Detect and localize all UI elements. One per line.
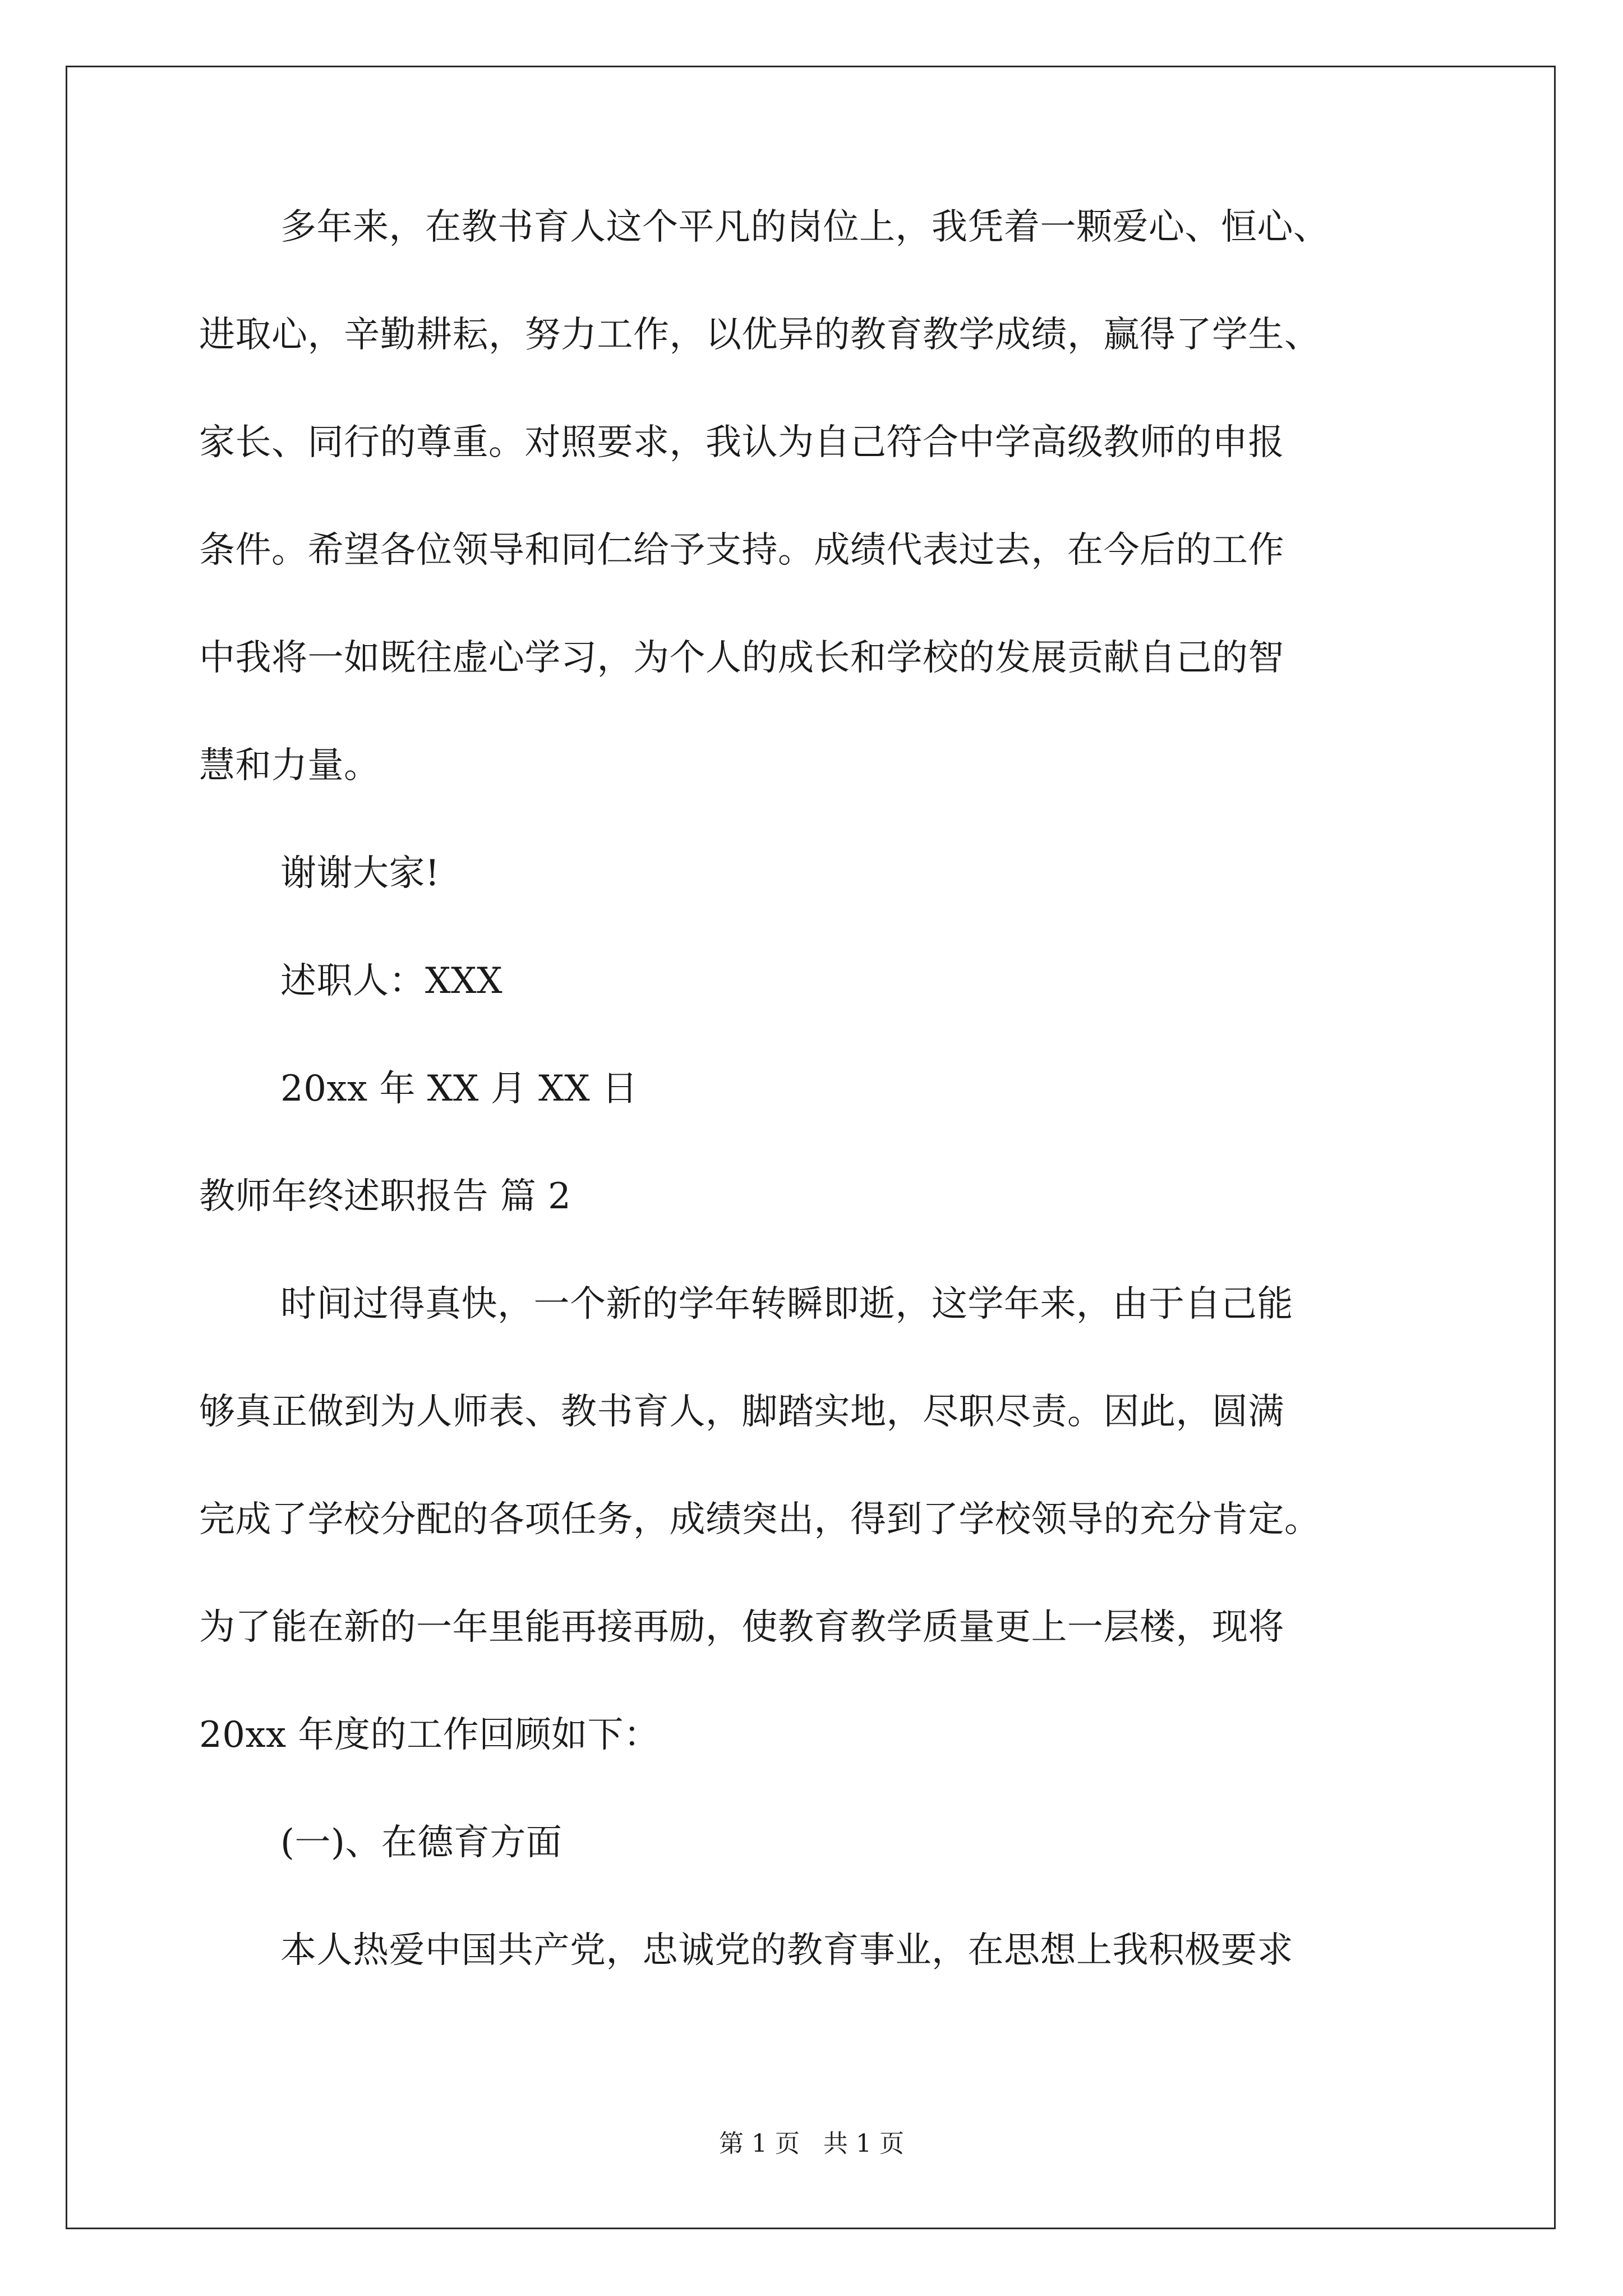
page-footer: 第 1 页 共 1 页 <box>719 2129 904 2158</box>
paragraph-line: 够真正做到为人师表、教书育人，脚踏实地，尽职尽责。因此，圆满 <box>199 1391 1284 1433</box>
section-heading: 教师年终述职报告 篇 2 <box>199 1176 571 1217</box>
paragraph-line: 完成了学校分配的各项任务，成绩突出，得到了学校领导的充分肯定。 <box>199 1499 1321 1540</box>
paragraph-line: 为了能在新的一年里能再接再励，使教育教学质量更上一层楼，现将 <box>199 1607 1284 1648</box>
paragraph-line: 进取心，辛勤耕耘，努力工作，以优异的教育教学成绩，赢得了学生、 <box>199 314 1321 356</box>
paragraph-line: 20xx 年度的工作回顾如下： <box>199 1714 660 1756</box>
paragraph-line: 时间过得真快，一个新的学年转瞬即逝，这学年来，由于自己能 <box>280 1283 1293 1325</box>
report-date: 20xx 年 XX 月 XX 日 <box>280 1068 638 1110</box>
reporter-signature: 述职人：XXX <box>280 960 503 1002</box>
page-border <box>66 66 1556 2229</box>
paragraph-line: 多年来，在教书育人这个平凡的岗位上，我凭着一颗爱心、恒心、 <box>280 206 1330 248</box>
paragraph-line: 慧和力量。 <box>199 745 380 786</box>
paragraph-line: 家长、同行的尊重。对照要求，我认为自己符合中学高级教师的申报 <box>199 422 1284 463</box>
closing-thanks: 谢谢大家! <box>280 853 440 894</box>
paragraph-line: 条件。希望各位领导和同仁给予支持。成绩代表过去，在今后的工作 <box>199 530 1284 571</box>
subsection-heading: (一)、在德育方面 <box>280 1822 562 1864</box>
paragraph-line: 中我将一如既往虚心学习，为个人的成长和学校的发展贡献自己的智 <box>199 637 1284 679</box>
paragraph-line: 本人热爱中国共产党，忠诚党的教育事业，在思想上我积极要求 <box>280 1930 1293 1971</box>
